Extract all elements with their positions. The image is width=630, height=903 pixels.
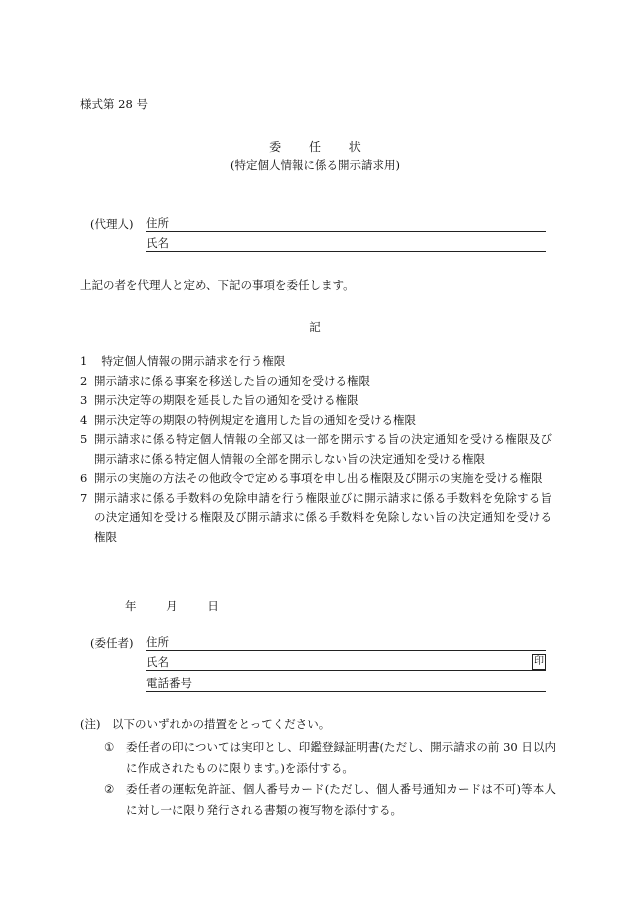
item-text: 開示請求に係る特定個人情報の全部又は一部を開示する旨の決定通知を受ける権限及び開示請求に係る特定個人情報の全部を開示しない旨の決定通知を受ける権限 [94, 432, 552, 466]
list-item [80, 489, 552, 548]
agent-name-label: 氏名 [146, 236, 169, 250]
note-item [104, 737, 556, 779]
list-item [80, 430, 552, 469]
principal-address-label: 住所 [146, 635, 169, 649]
delegated-powers-list [80, 352, 552, 547]
list-item [80, 469, 552, 489]
agent-address-field[interactable] [146, 215, 546, 232]
item-text: 開示請求に係る事案を移送した旨の通知を受ける権限 [94, 373, 370, 388]
principal-address-field[interactable] [146, 634, 546, 651]
date-day: 日 [207, 599, 219, 613]
note-mark: ① [104, 740, 115, 754]
notes-header: (注) 以下のいずれかの措置をとってください。 [80, 717, 331, 731]
document-subtitle: (特定個人情報に係る開示請求用) [230, 158, 400, 172]
ki-heading: 記 [309, 320, 321, 334]
date-year: 年 [125, 599, 137, 613]
agent-label: (代理人) [90, 217, 134, 231]
item-number: 1 [80, 354, 88, 368]
principal-label: (委任者) [90, 636, 134, 650]
item-number: 2 [80, 373, 88, 388]
document-title: 委 任 状 [269, 140, 373, 154]
note-text: 委任者の印については実印とし、印鑑登録証明書(ただし、開示請求の前 30 日以内に作成されたものに限ります。)を添付する。 [126, 740, 556, 775]
item-text: 開示決定等の期限の特例規定を適用した旨の通知を受ける権限 [94, 412, 416, 427]
item-number: 7 [80, 490, 88, 505]
delegation-statement: 上記の者を代理人と定め、下記の事項を委任します。 [80, 278, 355, 292]
list-item [80, 372, 552, 392]
date-line[interactable] [125, 598, 245, 614]
item-text: 開示請求に係る手数料の免除申請を行う権限並びに開示請求に係る手数料を免除する旨の決定通知を受ける権限及び開示請求に係る手数料を免除しない旨の決定通知を受ける権限 [94, 490, 552, 544]
agent-address-label: 住所 [146, 216, 169, 230]
note-text: 委任者の運転免許証、個人番号カード(ただし、個人番号通知カードは不可)等本人に対し一に限り発行される書類の複写物を添付する。 [126, 782, 556, 817]
note-item [104, 779, 556, 821]
item-text: 開示の実施の方法その他政令で定める事項を申し出る権限及び開示の実施を受ける権限 [94, 471, 543, 485]
principal-name-label: 氏名 [146, 655, 169, 669]
list-item [80, 391, 552, 411]
item-number: 5 [80, 432, 88, 446]
note-mark: ② [104, 782, 115, 796]
item-text: 特定個人情報の開示請求を行う権限 [101, 354, 286, 368]
principal-phone-label: 電話番号 [146, 676, 192, 690]
item-text: 開示決定等の期限を延長した旨の通知を受ける権限 [94, 393, 359, 407]
list-item [80, 411, 552, 431]
item-number: 6 [80, 471, 88, 485]
principal-name-field[interactable] [146, 654, 546, 671]
item-number: 3 [80, 393, 88, 407]
item-number: 4 [80, 412, 88, 427]
principal-phone-field[interactable] [146, 675, 546, 692]
date-month: 月 [166, 599, 178, 613]
list-item [80, 352, 552, 372]
form-number: 様式第 28 号 [80, 97, 148, 111]
agent-name-field[interactable] [146, 235, 546, 252]
seal-box: 印 [532, 654, 546, 670]
